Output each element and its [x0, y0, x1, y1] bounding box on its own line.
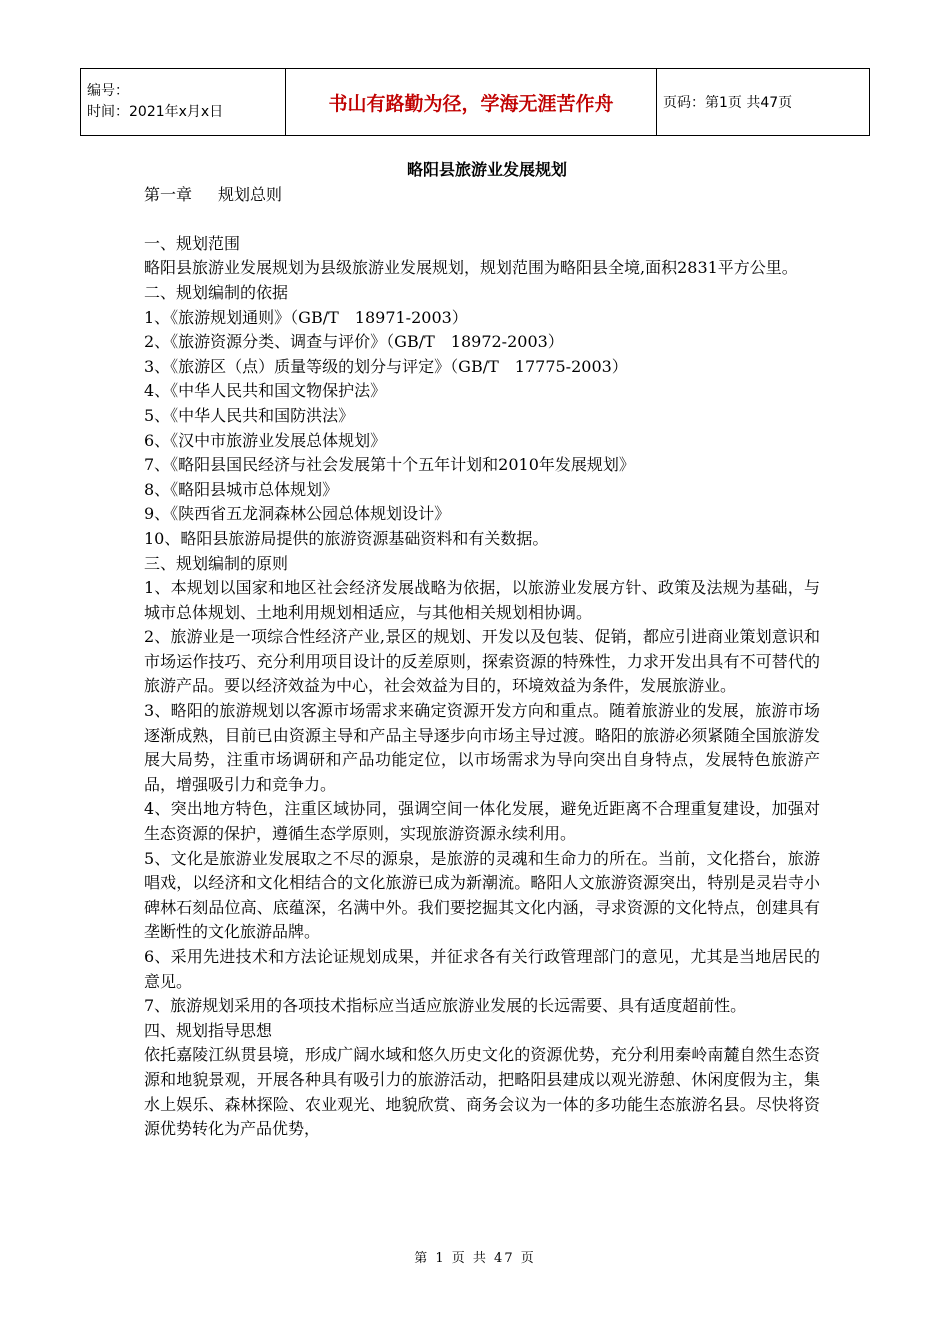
paragraph: 略阳县旅游业发展规划为县级旅游业发展规划，规划范围为略阳县全境,面积2831平方公里。	[144, 258, 798, 278]
paragraph: 四、规划指导思想	[144, 1020, 273, 1040]
paragraph: 1、《旅游规划通则》（GB/T 18971-2003）	[144, 307, 468, 327]
paragraph: 9、《陕西省五龙洞森林公园总体规划设计》	[144, 504, 451, 524]
code-label: 编号：	[87, 83, 129, 99]
paragraph: 7、旅游规划采用的各项技术指标应当适应旅游业发展的长远需要、具有适度超前性。	[144, 996, 747, 1016]
paragraph: 5、《中华人民共和国防洪法》	[144, 405, 355, 425]
paragraph: 3、略阳的旅游规划以客源市场需求来确定资源开发方向和重点。随着旅游业的发展，旅游市场逐渐成熟，目前已由资源主导和产品主导逐步向市场主导过渡。略阳的旅游必须紧随全国旅游发展大局势，注重市场调研和产品功能定位，以市场需求为导向突出自身特点，发展特色旅游产品，增强吸引力和竞争力。	[144, 701, 820, 794]
document-title: 略阳县旅游业发展规划	[406, 160, 567, 179]
date-label: 时间：2021年x月x日	[87, 104, 224, 120]
paragraph: 5、文化是旅游业发展取之不尽的源泉，是旅游的灵魂和生命力的所在。当前，文化搭台，旅游唱戏，以经济和文化相结合的文化旅游已成为新潮流。略阳人文旅游资源突出，特别是灵岩寺小碑林石刻品位高、底蕴深，名满中外。我们要挖掘其文化内涵，寻求资源的文化特点，创建具有垄断性的文化旅游品牌。	[144, 848, 820, 942]
paragraph: 6、采用先进技术和方法论证规划成果，并征求各有关行政管理部门的意见，尤其是当地居民的意见。	[144, 947, 820, 991]
page-footer: 第 1 页 共 47 页	[414, 1251, 536, 1266]
blank-line	[144, 207, 820, 232]
header-motto: 书山有路勤为径，学海无涯苦作舟	[286, 69, 657, 136]
paragraph: 2、旅游业是一项综合性经济产业,景区的规划、开发以及包装、促销，都应引进商业策划意识和市场运作技巧、充分利用项目设计的反差原则，探索资源的特殊性，力求开发出具有不可替代的旅游产品。要以经济效益为中心，社会效益为目的，环境效益为条件，发展旅游业。	[144, 627, 820, 696]
paragraph: 三、规划编制的原则	[144, 553, 289, 573]
paragraph: 1、本规划以国家和地区社会经济发展战略为依据，以旅游业发展方针、政策及法规为基础，与城市总体规划、土地利用规划相适应，与其他相关规划相协调。	[144, 578, 820, 622]
paragraph: 8、《略阳县城市总体规划》	[144, 479, 339, 499]
paragraph: 4、《中华人民共和国文物保护法》	[144, 381, 387, 401]
paragraph-list	[144, 232, 820, 1142]
chapter-heading	[144, 183, 820, 208]
paragraph: 2、《旅游资源分类、调查与评价》（GB/T 18972-2003）	[144, 332, 564, 352]
header-table	[80, 68, 870, 136]
paragraph: 一、规划范围	[144, 233, 241, 253]
paragraph: 7、《略阳县国民经济与社会发展第十个五年计划和2010年发展规划》	[144, 455, 635, 475]
paragraph: 4、突出地方特色，注重区域协同，强调空间一体化发展，避免近距离不合理重复建设，加强对生态资源的保护，遵循生态学原则，实现旅游资源永续利用。	[144, 799, 820, 844]
paragraph: 3、《旅游区（点）质量等级的划分与评定》（GB/T 17775-2003）	[144, 356, 628, 376]
header-page-info: 页码：第1页 共47页	[657, 69, 870, 136]
paragraph: 10、略阳县旅游局提供的旅游资源基础资料和有关数据。	[144, 528, 549, 548]
paragraph: 二、规划编制的依据	[144, 282, 289, 302]
chapter-title: 规划总则	[218, 184, 283, 204]
chapter-number: 第一章	[144, 184, 193, 204]
header-meta-cell	[81, 69, 286, 136]
paragraph: 6、《汉中市旅游业发展总体规划》	[144, 430, 387, 450]
paragraph: 依托嘉陵江纵贯县境，形成广阔水域和悠久历史文化的资源优势，充分利用秦岭南麓自然生态资源和地貌景观，开展各种具有吸引力的旅游活动，把略阳县建成以观光游憩、休闲度假为主，集水上娱乐、森林探险、农业观光、地貌欣赏、商务会议为一体的多功能生态旅游名县。尽快将资源优势转化为产品优势，	[144, 1045, 820, 1139]
document-body	[144, 158, 820, 1142]
